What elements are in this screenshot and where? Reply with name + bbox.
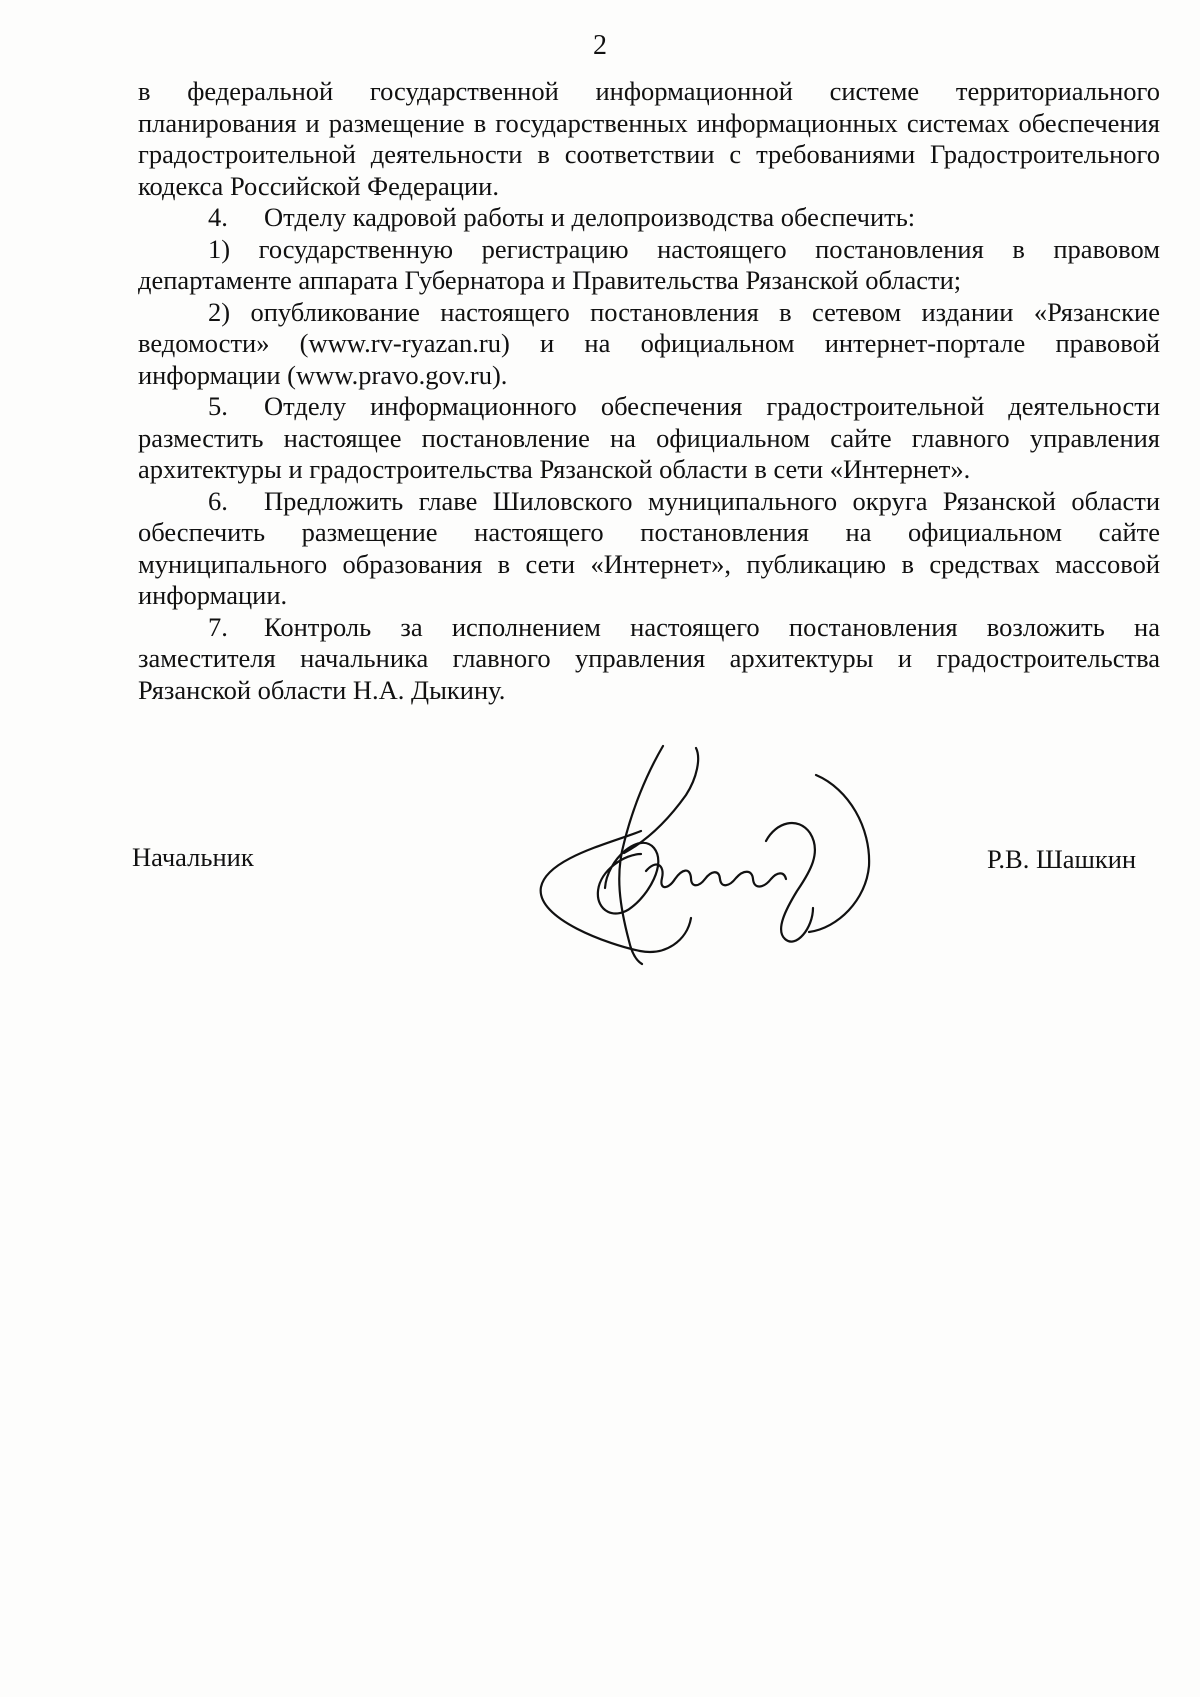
handwritten-signature-icon [520, 740, 940, 970]
paragraph-text: Предложить главе Шиловского муниципального округа Рязанской области обеспечить размещение настоящего постановления на официальном сайте муниципального образования в сети «Интернет», публикацию в средствах массовой информации. [138, 485, 1160, 610]
paragraph-text: Отделу кадровой работы и делопроизводства обеспечить: [264, 202, 916, 232]
paragraph-text: в федеральной государственной информационной системе территориального планирования и размещение в государственных информационных системах обеспечения градостроительной деятельности в соответствии с требованиями Градостроительного кодекса Российской Федерации. [138, 76, 1160, 201]
signature-stroke [809, 775, 869, 932]
paragraph-number: 5. [208, 391, 228, 421]
signature-stroke [646, 865, 786, 888]
document-body [138, 76, 1160, 706]
page-number: 2 [593, 30, 607, 61]
paragraph-item-7 [138, 612, 1160, 707]
paragraph-number: 7. [208, 611, 228, 642]
paragraph-number: 6. [208, 485, 228, 516]
signature-stroke [619, 746, 663, 964]
paragraph-text: Отделу информационного обеспечения градостроительной деятельности разместить настоящее постановление на официальном сайте главного управления архитектуры и градостроительства Рязанской области в сети «Интернет». [138, 391, 1160, 484]
paragraph-continuation [138, 76, 1160, 202]
paragraph-number: 4. [208, 202, 228, 232]
paragraph-subitem-2 [138, 297, 1160, 392]
signer-title: Начальник [132, 842, 254, 872]
signer-name: Р.В. Шашкин [987, 844, 1137, 874]
paragraph-item-6 [138, 486, 1160, 612]
signature-stroke [624, 748, 698, 853]
paragraph-item-5 [138, 391, 1160, 486]
signature-stroke [766, 823, 815, 942]
paragraph-text: 1) государственную регистрацию настоящего постановления в правовом департаменте аппарата Губернатора и Правительства Рязанской области; [138, 233, 1160, 295]
paragraph-item-4 [138, 202, 1160, 234]
paragraph-text: 2) опубликование настоящего постановления в сетевом издании «Рязанские ведомости» (www.rv-ryazan.ru) и на официальном интернет-портале правовой информации (www.pravo.gov.ru). [138, 296, 1160, 390]
signature-stroke [541, 831, 691, 952]
signature-stroke [598, 843, 658, 914]
paragraph-text: Контроль за исполнением настоящего постановления возложить на заместителя начальника главного управления архитектуры и градостроительства Рязанской области Н.А. Дыкину. [138, 611, 1160, 705]
paragraph-subitem-1 [138, 234, 1160, 297]
